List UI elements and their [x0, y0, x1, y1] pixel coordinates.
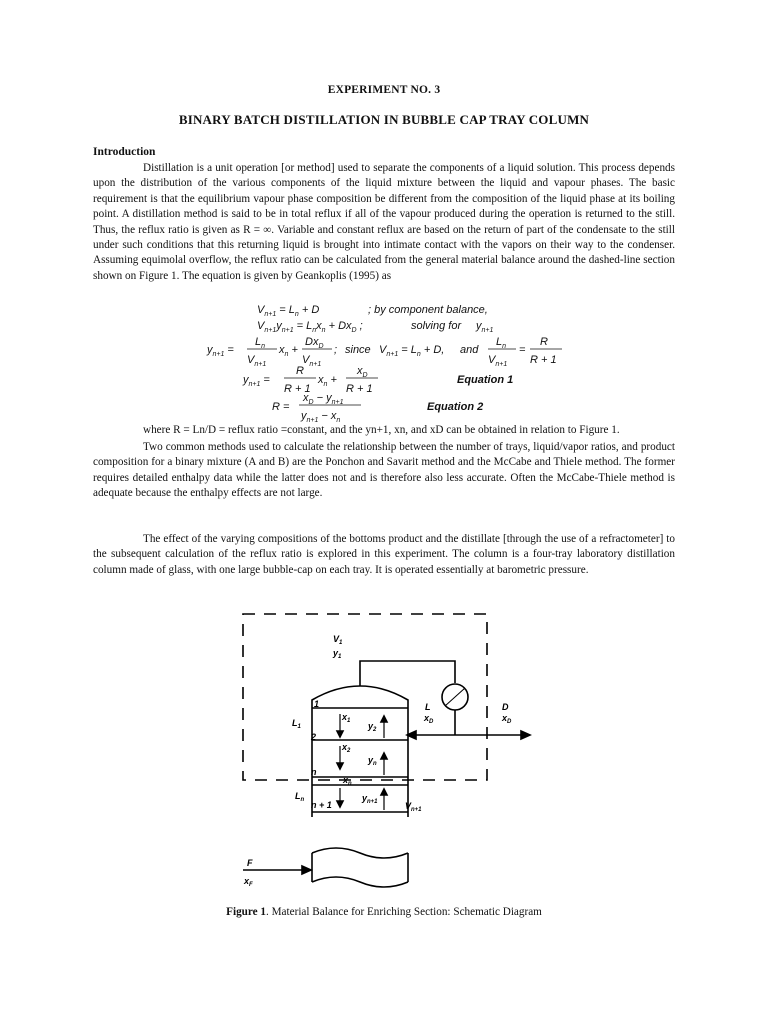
dashed-boundary — [243, 614, 487, 780]
document-title: BINARY BATCH DISTILLATION IN BUBBLE CAP TRAY COLUMN — [178, 112, 590, 127]
equation-since: since — [345, 344, 371, 356]
fraction-vn1-den: $V_{n+1}$ — [247, 354, 267, 368]
label-yn: $y_n$ — [368, 755, 377, 767]
equation-xn-plus: $x_n$ + — [279, 344, 298, 358]
condenser-arrow — [445, 688, 465, 706]
semicolon: ; — [334, 344, 338, 356]
equation-line-3-lhs: $y_{n+1}$ = — [207, 344, 234, 358]
label-xD-L: $x_D$ — [424, 713, 434, 725]
label-L: L — [425, 702, 431, 712]
label-V1: $V_1$ — [333, 634, 343, 646]
arrow-yn-head — [381, 753, 387, 759]
where-statement: where R = Ln/D = reflux ratio =constant, and the yn+1, xn, and xD can be obtained in relation to Figure 1. — [143, 424, 620, 436]
label-Vn1: $V_{n+1}$ — [405, 801, 422, 813]
fraction-r1-den: R + 1 — [530, 354, 557, 366]
fraction-r-num: R — [540, 336, 548, 348]
equation-and: and — [460, 344, 479, 356]
fraction-vn1-den-3: $V_{n+1}$ — [488, 354, 508, 368]
vapor-line — [360, 661, 455, 686]
label-tray-n: n — [311, 767, 317, 777]
label-xD-D: $x_D$ — [502, 713, 512, 725]
equals-sign: = — [519, 344, 526, 356]
label-xF: $x_F$ — [244, 876, 253, 888]
figure-caption-text: . Material Balance for Enriching Section: Schematic Diagram — [266, 906, 542, 918]
equation-line-2: $V_{n+1}y_{n+1} = L_nx_n + Dx_D$ ; — [257, 320, 363, 334]
fraction-dxd-num: $Dx_D$ — [305, 336, 324, 350]
fraction-vn1-den-2: $V_{n+1}$ — [302, 354, 322, 368]
equation-line-1: $V_{n+1} = L_n + D$ — [257, 304, 320, 318]
fraction-r1-den-2: R + 1 — [284, 383, 311, 395]
intro-paragraph-3: The effect of the varying compositions of the bottoms product and the distillate [through the use of a refractometer] to the subsequent calculation of the reflux ratio is explored in this experiment. The column is a four-tray laboratory distillation column made of glass, with one large bubble-cap on each tray. It is operated essentially at barometric pressure. — [93, 533, 675, 576]
break-bottom — [312, 877, 408, 887]
label-tray-1: 1 — [314, 699, 320, 709]
label-x2: $x_2$ — [342, 742, 351, 754]
feed-arrow — [302, 866, 311, 874]
figure-caption — [0, 906, 768, 918]
fraction-xd-yn1-num: $x_D - y_{n+1}$ — [303, 392, 344, 406]
arrow-y2-head — [381, 716, 387, 722]
equation-since-expr: $V_{n+1} = L_n + D$, — [379, 344, 445, 358]
fraction-ln-num: $L_n$ — [255, 336, 266, 350]
intro-paragraph-2: Two common methods used to calculate the relationship between the number of trays, liquid/vapor ratios, and product composition for a binary mixture (A and B) are the Ponchon and Savarit method and the McCabe and Thiele method. The former requires detailed enthalpy data while the latter does not and is therefore also less accurate. Often the McCabe-Thiele method is adequate because the enthalpy effects are not large. — [93, 441, 675, 500]
equation-label-1: Equation 1 — [457, 374, 514, 386]
fraction-r-num-2: R — [296, 365, 304, 377]
arrow-x2-head — [337, 763, 343, 769]
break-top — [312, 848, 408, 858]
fraction-xd-num: $x_D$ — [357, 365, 368, 379]
equation-line-5-lhs: R = — [272, 401, 290, 413]
equation-xn-plus-2: $x_n$ + — [318, 374, 337, 388]
equation-label-2: Equation 2 — [427, 401, 484, 413]
fraction-r1-den-3: R + 1 — [346, 383, 373, 395]
figure-caption-label: Figure 1 — [226, 906, 267, 918]
label-D: D — [502, 702, 509, 712]
equation-comment-2: solving for — [411, 320, 462, 332]
fraction-ln-num-2: $L_n$ — [496, 336, 507, 350]
arrow-xn-head — [337, 801, 343, 807]
arrow-x1-head — [337, 731, 343, 737]
label-yn1: $y_{n+1}$ — [362, 793, 378, 805]
label-y1: $y_1$ — [333, 648, 342, 660]
label-Ln: $L_n$ — [295, 791, 305, 803]
column-shell — [312, 686, 408, 817]
equation-y-n1: $y_{n+1}$ — [476, 320, 494, 334]
label-tray-n1: n + 1 — [311, 800, 332, 810]
equation-line-4-lhs: $y_{n+1}$ = — [243, 374, 270, 388]
equation-comment-1: ; by component balance, — [368, 304, 488, 316]
label-x1: $x_1$ — [342, 712, 351, 724]
label-F: F — [247, 858, 253, 868]
arrow-yn1-head — [381, 789, 387, 795]
distillate-arrow — [521, 731, 530, 739]
label-xn: $x_n$ — [343, 775, 352, 787]
fraction-yn1-xn-den: $y_{n+1} - x_n$ — [301, 410, 341, 424]
section-heading-introduction: Introduction — [93, 146, 156, 158]
intro-paragraph-1: Distillation is a unit operation [or method] used to separate the components of a liquid solution. This process depends upon the distribution of the various components of the liquid mixture between the liquid and vapour phases. The basic requirement is that the equilibrium vapour phase composition be different from the composition of the liquid phase at its boiling point. A distillation method is said to be in total reflux if all of the vapour produced during the operation is returned to the still. Thus, the reflux ratio is given as R = ∞. Variable and constant reflux are based on the return of part of the condensate to the still under such conditions that this returning liquid is brought into intimate contact with the vapors on their way to the condenser. Assuming equimolal overflow, the reflux ratio can be calculated from the general material balance around the dashed-line section shown on Figure 1. The equation is given by Geankoplis (1995) as — [93, 162, 675, 282]
label-L1: $L_1$ — [292, 718, 301, 730]
label-tray-2: 2 — [311, 732, 317, 742]
equations-block — [0, 0, 768, 440]
column-schematic-diagram — [0, 600, 768, 900]
experiment-number: EXPERIMENT NO. 3 — [327, 84, 441, 96]
label-y2: $y_2$ — [368, 721, 377, 733]
